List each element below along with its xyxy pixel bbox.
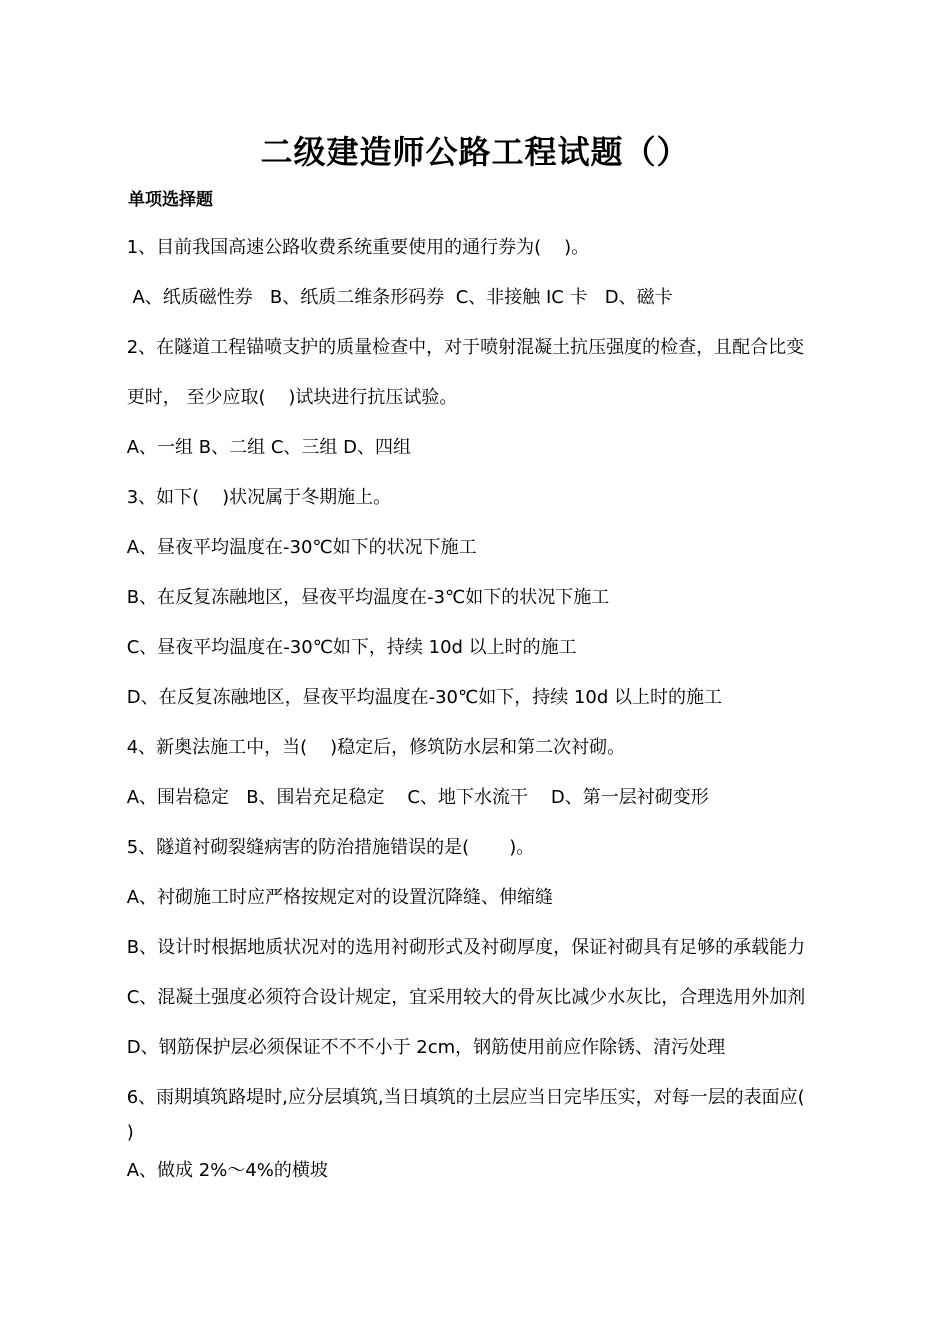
question-1-stem: 1、目前我国高速公路收费系统重要使用的通行券为( )。 (121, 237, 590, 258)
question-3-option-b: B、在反复冻融地区，昼夜平均温度在-3℃如下的状况下施工 (121, 587, 610, 608)
question-5-stem: 5、隧道衬砌裂缝病害的防治措施错误的是( )。 (121, 837, 535, 858)
question-3-option-a: A、昼夜平均温度在-30℃如下的状况下施工 (121, 537, 477, 558)
question-1-options: A、纸质磁性券 B、纸质二维条形码券 C、非接触 IC 卡 D、磁卡 (121, 287, 673, 308)
question-5-option-d: D、钢筋保护层必须保证不不不小于 2cm，钢筋使用前应作除锈、清污处理 (121, 1037, 726, 1058)
question-2-options: A、一组 B、二组 C、三组 D、四组 (121, 437, 411, 458)
question-2-stem-line-2: 更时， 至少应取( )试块进行抗压试验。 (121, 387, 458, 408)
question-6-stem-line-2: ) (121, 1122, 134, 1143)
question-4-stem: 4、新奥法施工中，当( )稳定后，修筑防水层和第二次衬砌。 (121, 737, 626, 758)
question-5-option-b: B、设计时根据地质状况对的选用衬砌形式及衬砌厚度，保证衬砌具有足够的承载能力 (121, 937, 806, 958)
question-3-option-d: D、在反复冻融地区，昼夜平均温度在-30℃如下，持续 10d 以上时的施工 (121, 687, 722, 708)
question-6-option-a: A、做成 2%～4%的横坡 (121, 1160, 328, 1181)
question-4-options: A、围岩稳定 B、围岩充足稳定 C、地下水流干 D、第一层衬砌变形 (121, 787, 709, 808)
question-6-stem-line-1: 6、雨期填筑路堤时,应分层填筑,当日填筑的土层应当日完毕压实，对每一层的表面应( (121, 1087, 805, 1108)
section-heading: 单项选择题 (128, 190, 213, 210)
question-5-option-c: C、混凝土强度必须符合设计规定，宜采用较大的骨灰比减少水灰比，合理选用外加剂 (121, 987, 806, 1008)
question-3-stem: 3、如下( )状况属于冬期施上。 (121, 487, 392, 508)
document-title: 二级建造师公路工程试题（） (260, 133, 690, 171)
question-5-option-a: A、衬砌施工时应严格按规定对的设置沉降缝、伸缩缝 (121, 887, 554, 908)
question-3-option-c: C、昼夜平均温度在-30℃如下，持续 10d 以上时的施工 (121, 637, 577, 658)
question-2-stem-line-1: 2、在隧道工程锚喷支护的质量检查中，对于喷射混凝土抗压强度的检查，且配合比变 (121, 337, 805, 358)
